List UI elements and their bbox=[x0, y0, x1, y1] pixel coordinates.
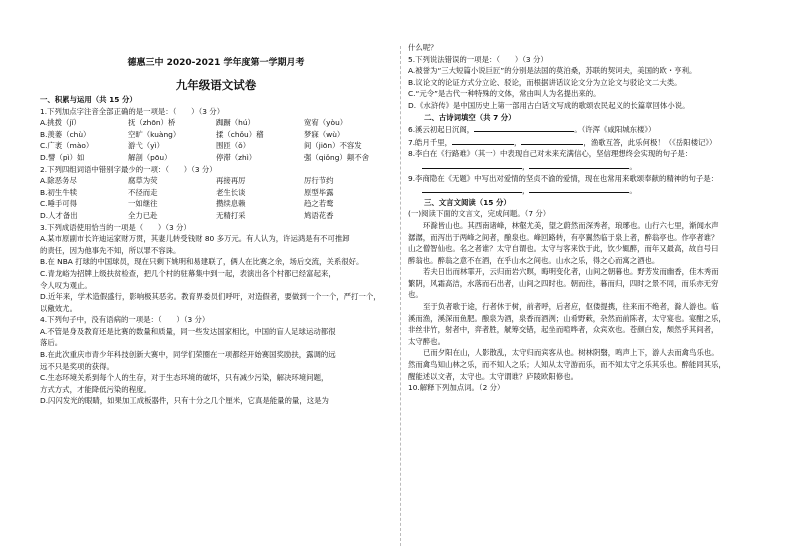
section-heading-3: 三、文言文阅读（15 分） bbox=[424, 197, 511, 207]
question-9: 9.李商隐在《无题》中写出对爱情的坚贞不渝的爱情，现在也常用来歌颂奉献的精神的句子是： bbox=[408, 173, 719, 183]
q7-text: 7.皓月千里， bbox=[408, 137, 453, 147]
option-text: B.初生牛犊 bbox=[40, 187, 77, 197]
answer-blank[interactable] bbox=[422, 160, 522, 169]
q4-text-line: B.在此次重庆市青少年科技创新大赛中，同学们荣圈在一项都经开始赛国奖励扶，露调的远 bbox=[40, 350, 336, 360]
left-column bbox=[40, 0, 392, 407]
option-text: 原型毕露 bbox=[304, 187, 334, 197]
q1-option-row bbox=[40, 152, 392, 164]
option-text: 再接再厉 bbox=[216, 176, 246, 186]
passage-line: 潺潺，而泻出于两峰之间者，酿泉也。峰回路转，有亭翼然临于泉上者，醉翁亭也。作亭者谁？ bbox=[408, 232, 719, 242]
question-7 bbox=[408, 136, 763, 149]
q1-option-row bbox=[40, 117, 392, 129]
option-text: 围匝（ǒ） bbox=[216, 141, 251, 151]
q2-option-row bbox=[40, 175, 392, 187]
question-5: 5.下列说法错误的一项是：（ ）（3 分） bbox=[408, 54, 548, 64]
q2-option-row bbox=[40, 210, 392, 222]
question-8: 8.李白在《行路难》（其一）中表现自己对未来充满信心，坚信理想终会实现的句子是： bbox=[408, 149, 693, 159]
column-divider bbox=[400, 46, 401, 546]
question-3: 3.下列成语使用恰当的一项是（ ）（3 分） bbox=[40, 222, 191, 232]
answer-blank[interactable] bbox=[422, 184, 522, 193]
answer-blank[interactable] bbox=[521, 136, 583, 145]
option-text: C.广袤（mào） bbox=[40, 141, 94, 151]
right-column bbox=[408, 42, 763, 394]
section-heading-2: 二、古诗词填空（共 7 分） bbox=[424, 112, 516, 122]
q3-text-line: D.近年来，学术造假盛行，影响极其恶劣。教育界委员们呼吁，对造假者，要做到一个一个，严打一个， bbox=[40, 292, 381, 302]
right-text-line: D.《水浒传》是中国历史上第一部用古白话文写成的歌颂农民起义的长篇章回体小说。 bbox=[408, 100, 690, 110]
option-text: B.羡蒌（chù） bbox=[40, 129, 91, 139]
option-text: 间（jiōn）不容发 bbox=[304, 141, 362, 151]
section-heading-1: 一、积累与运用（共 15 分） bbox=[40, 95, 137, 104]
passage-line: 若夫日出而林霏开，云归而岩穴暝，晦明变化者，山间之朝暮也。野芳发而幽香，佳木秀而 bbox=[423, 267, 719, 277]
answer-blank[interactable] bbox=[452, 136, 514, 145]
option-text: 腐草为荧 bbox=[128, 176, 158, 186]
option-text: A.挑拨（jǐ） bbox=[40, 118, 81, 128]
q2-option-row bbox=[40, 198, 392, 210]
option-text: 一如继往 bbox=[128, 199, 158, 209]
option-text: 厉行节约 bbox=[304, 176, 334, 186]
q9-answer-line: ， 。 bbox=[408, 184, 763, 197]
q4-text-line: 远不只是奖项的获得。 bbox=[40, 361, 114, 371]
option-text: 强（qiǒng）颠不舍 bbox=[304, 152, 369, 162]
answer-blank[interactable] bbox=[474, 123, 574, 132]
option-text: 抚（zhōn）桥 bbox=[128, 118, 176, 128]
q4-text-line: C.生态环境关系到每个人的生存，对于生态环境的破坏，只有减少污染，解决环境问题， bbox=[40, 373, 329, 383]
passage-line: 已而夕阳在山，人影散乱，太守归而宾客从也。树林阴翳，鸣声上下，游人去而禽鸟乐也。 bbox=[423, 348, 719, 358]
option-text: 攒续息赖 bbox=[216, 199, 246, 209]
option-text: A.除恶务尽 bbox=[40, 176, 77, 186]
q3-text-line: 令人叹为观止。 bbox=[40, 280, 92, 290]
option-text: 踟蹰（hú） bbox=[216, 118, 255, 128]
q3-text-line: 的责任，因为他事先不知，所以罪不容诛。 bbox=[40, 245, 181, 255]
q3-text-line: B.在 NBA 打球的中国球员，现在只剩下姚明和易建联了，俩人在比赛之余，场后交流，关系很好。 bbox=[40, 257, 364, 267]
option-text: 梦寐（wù） bbox=[304, 129, 345, 139]
q8-answer-line: ， 。 bbox=[408, 160, 763, 173]
option-text: 游弋（yì） bbox=[128, 141, 164, 151]
passage-line: 山之僧智仙也。名之者谁？太守自谓也。太守与客来饮于此，饮少辄醉，而年又最高，故自号曰 bbox=[408, 244, 719, 254]
passage-line: 太守醉也。 bbox=[408, 336, 445, 346]
option-text: D.人才备出 bbox=[40, 210, 78, 220]
option-text: 老生长谈 bbox=[216, 187, 246, 197]
question-2: 2.下列四组词语中错别字最少的一项：（ ）（3 分） bbox=[40, 164, 217, 174]
school-title: 德惠三中 2020-2021 学年度第一学期月考 bbox=[127, 58, 305, 68]
exam-title: 九年级语文试卷 bbox=[175, 78, 257, 92]
question-10: 10.解释下列加点词。（2 分） bbox=[408, 383, 505, 393]
option-text: 解剖（pōu） bbox=[128, 152, 172, 162]
question-1: 1.下列加点字注音全部正确的是一项是：（ ）（3 分） bbox=[40, 106, 225, 116]
passage-line: 环滁皆山也。其西南诸峰，林壑尤美，望之蔚然而深秀者，琅琊也。山行六七里，渐闻水声 bbox=[423, 220, 719, 230]
q7-text: ，渔歌互答，此乐何极！（《岳阳楼记》） bbox=[583, 137, 717, 147]
option-text: 空旷（kuàng） bbox=[128, 129, 181, 139]
passage-line: 溪而渔，溪深而鱼肥。酿泉为酒，泉香而酒洌；山肴野蔌，杂然而前陈者，太守宴也。宴酣之乐， bbox=[408, 313, 726, 323]
option-text: 趋之若鹜 bbox=[304, 199, 334, 209]
option-text: 无精打采 bbox=[216, 210, 246, 220]
option-text: 宽宥（yòu） bbox=[304, 118, 348, 128]
question-4: 4.下列句子中，没有语病的一项是：（ ）（3 分） bbox=[40, 315, 210, 325]
q3-text-line: 以儆效尤。 bbox=[40, 303, 77, 313]
passage-line: 醒能述以文者，太守也。太守谓谁？庐陵欧阳修也。 bbox=[408, 371, 578, 381]
option-text: D.譬（pì）如 bbox=[40, 152, 85, 162]
option-text: 全力已赴 bbox=[128, 210, 158, 220]
passage-line: 醉翁也。醉翁之意不在酒，在乎山水之间也。山水之乐，得之心而寓之酒也。 bbox=[408, 255, 660, 265]
answer-blank[interactable] bbox=[529, 184, 629, 193]
q1-option-row bbox=[40, 140, 392, 152]
q4-text-line: 落后。 bbox=[40, 338, 63, 348]
passage-line: 至于负者歌于途，行者休于树，前者呼，后者应，伛偻提携，往来而不绝者，滁人游也。临 bbox=[423, 302, 719, 312]
q2-option-row bbox=[40, 187, 392, 199]
right-text-line: B.议论文的论证方式分立论、驳论，而根据讲话议论文分为立论文与驳论文二大类。 bbox=[408, 77, 682, 87]
q4-text-line: A.不管是身及教育还是比赛的数量和质量，同一些发达国家相比，中国的盲人足球运动都很 bbox=[40, 326, 336, 336]
passage-line: 然而禽鸟知山林之乐，而不知人之乐；人知从太守游而乐，而不知太守之乐其乐也。醉能同其乐， bbox=[408, 360, 726, 370]
q4-text-line: 方式方式，才能降低污染的程度。 bbox=[40, 384, 151, 394]
right-text-line: A.被誉为“三大短篇小说巨匠”的分别是法国的莫泊桑，苏联的契诃夫，美国的欧・亨利。 bbox=[408, 66, 697, 76]
q6-text: 。（许浑《咸阳城东楼》） bbox=[574, 125, 656, 135]
option-text: 不径而走 bbox=[128, 187, 158, 197]
option-text: 停滞（zhì） bbox=[216, 152, 257, 162]
q4-text-line: D.闪闪发光的眼睛，如果加工成板器件，只有十分之几个厘米，它真是能量的量，这是为 bbox=[40, 396, 329, 406]
question-6 bbox=[408, 123, 763, 136]
q6-text: 6.溪云初起日沉阁， bbox=[408, 125, 475, 135]
right-text-line: C.“元令”是古代一种特殊的文体，常由叫人为名提出来的。 bbox=[408, 89, 601, 99]
subsection-1: (一)阅读下面的文言文，完成问题。（7 分） bbox=[408, 209, 551, 219]
q3-text-line: A.某市原副市长许迪运家财万贯，其妻儿转受钱财 80 多万元。有人认为，许运鸿是有不可推卸 bbox=[40, 234, 350, 244]
q7-text: ， bbox=[514, 137, 522, 147]
option-text: C.唾手可得 bbox=[40, 199, 78, 209]
passage-line: 非丝非竹，射者中，弈者胜，觥筹交错，起坐而喧哗者，众宾欢也。苍颜白发，颓然乎其间者， bbox=[408, 325, 719, 335]
option-text: 揉（chǒu）稽 bbox=[216, 129, 264, 139]
right-text-line: 什么呢？ bbox=[408, 43, 438, 52]
passage-line: 也。 bbox=[408, 290, 423, 300]
answer-blank[interactable] bbox=[529, 160, 629, 169]
passage-line: 繁阴，风霜高洁，水落而石出者，山间之四时也。朝而往，暮而归，四时之景不同，而乐亦无穷 bbox=[408, 278, 719, 288]
option-text: 鸠语花香 bbox=[304, 210, 334, 220]
q3-text-line: C.青龙峪为招牌上级扶贫检查，把几个村的驻幕集中到一起，表演出各个村都已经富起来， bbox=[40, 268, 336, 278]
q1-option-row bbox=[40, 129, 392, 141]
